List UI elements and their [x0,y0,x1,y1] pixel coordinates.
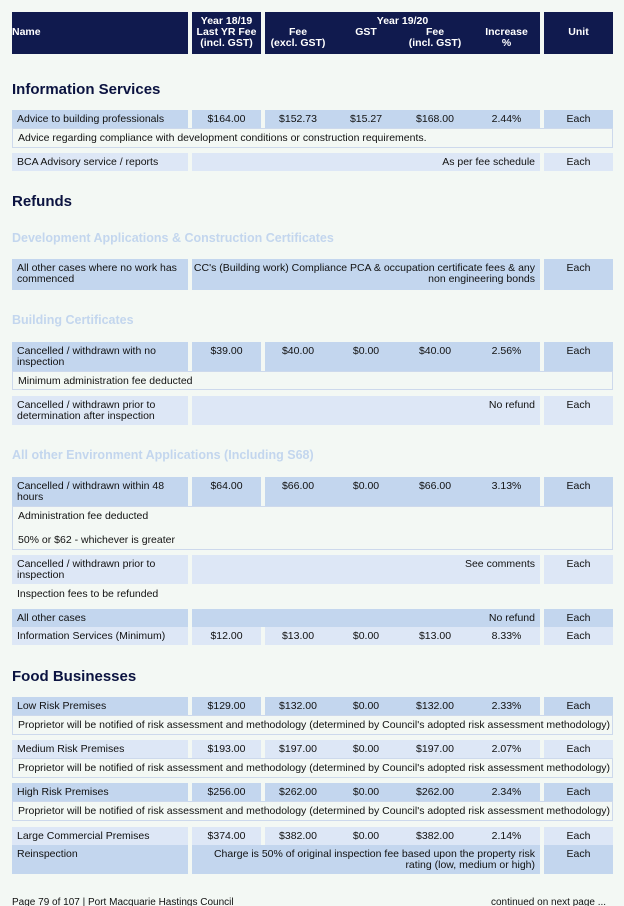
unit: Each [566,156,591,168]
unit-cell [544,697,613,715]
header-fee-excl-sub: (excl. GST) [270,37,326,49]
increase: 2.33% [491,700,522,712]
year-curr-cell [265,342,540,371]
unit: Each [566,113,591,125]
increase: 8.33% [491,630,522,642]
unit: Each [566,399,591,411]
increase: 2.56% [491,345,522,357]
row-name-2: inspection [17,356,65,368]
last-yr-cell [192,827,261,845]
span-text: CC's (Building work) Compliance PCA & occupation certificate fees & any [193,262,535,274]
row-name-cell [12,477,188,506]
row-name-cell [12,555,188,584]
span-text: No refund [488,612,535,624]
gst: $0.00 [352,345,380,357]
last-yr-cell [192,477,261,506]
increase: 2.44% [491,113,522,125]
row-name-2: inspection [17,569,65,581]
span-cell [192,153,540,171]
unit: Each [566,700,591,712]
header-last-yr-cell [192,12,261,54]
unit: Each [566,558,591,570]
fee-incl: $197.00 [416,743,454,755]
gst: $0.00 [352,480,380,492]
row-name-2: determination after inspection [17,410,155,422]
row-name: BCA Advisory service / reports [17,156,159,168]
unit: Each [566,262,591,274]
span-cell [192,609,540,627]
row-name-cell [12,740,188,758]
row-note [12,128,613,148]
note-text: Proprietor will be notified of risk assessment and methodology (determined by Council's adopted risk assessment methodology) [18,719,611,731]
year-curr-cell [265,110,540,128]
gst: $0.00 [352,743,380,755]
span-cell [192,396,540,425]
fee-excl: $382.00 [279,830,317,842]
header-year-curr: Year 19/20 [376,15,429,27]
header-name-cell [12,12,188,54]
last-yr-cell [192,740,261,758]
last-yr-fee: $193.00 [207,743,246,755]
last-yr-fee: $12.00 [210,630,243,642]
year-curr-cell [265,627,540,645]
unit: Each [566,480,591,492]
row-note-text: Inspection fees to be refunded [17,588,159,600]
section-title-information-services: Information Services [12,81,161,98]
row-name-2: commenced [17,273,75,285]
unit: Each [566,743,591,755]
fee-incl: $382.00 [416,830,454,842]
row-name-cell [12,153,188,171]
last-yr-cell [192,110,261,128]
unit-cell [544,609,613,627]
span-cell [192,555,540,584]
year-curr-cell [265,697,540,715]
fee-excl: $197.00 [279,743,317,755]
header-fee-incl-sub: (incl. GST) [408,37,462,49]
note-text: Advice regarding compliance with development conditions or construction requirements. [18,132,427,144]
fee-excl: $66.00 [281,480,315,492]
row-name-cell [12,827,188,845]
unit-cell [544,153,613,171]
last-yr-fee: $64.00 [210,480,243,492]
unit-cell [544,555,613,584]
year-curr-cell [265,783,540,801]
gst: $0.00 [352,630,380,642]
row-name-cell [12,845,188,874]
row-name: All other cases [17,612,86,624]
span-text-2: rating (low, medium or high) [405,859,535,871]
row-name: Cancelled / withdrawn within 48 [17,480,165,492]
row-name: Large Commercial Premises [17,830,150,842]
increase: 3.13% [491,480,522,492]
increase: 2.14% [491,830,522,842]
fee-incl: $13.00 [418,630,452,642]
row-name: Cancelled / withdrawn with no [17,345,156,357]
row-note [12,506,613,550]
last-yr-fee: $164.00 [207,113,246,125]
last-yr-cell [192,783,261,801]
last-yr-cell [192,342,261,371]
row-name-cell [12,342,188,371]
fee-incl: $262.00 [416,786,454,798]
fee-excl: $40.00 [281,345,315,357]
header-last-yr-fee: Last YR Fee [196,26,257,38]
fee-incl: $66.00 [418,480,452,492]
row-name: Reinspection [17,848,78,860]
header-year-curr-cell [265,12,540,54]
row-name-cell [12,783,188,801]
row-name: Information Services (Minimum) [17,630,166,642]
row-name-cell [12,609,188,627]
header-last-yr-incl: (incl. GST) [200,37,253,49]
span-cell [192,259,540,290]
row-name-cell [12,627,188,645]
row-name-2: hours [17,491,44,503]
row-name-cell [12,259,188,290]
gst: $0.00 [352,830,380,842]
increase: 2.34% [491,786,522,798]
unit: Each [566,612,591,624]
note-text: Proprietor will be notified of risk assessment and methodology (determined by Council's adopted risk assessment methodology) [18,762,611,774]
header-gst: GST [355,26,377,38]
subsection-title-building-certificates: Building Certificates [12,313,134,327]
last-yr-cell [192,627,261,645]
span-text: As per fee schedule [442,156,535,168]
row-name: Advice to building professionals [17,113,165,125]
header-fee-excl: Fee [288,26,308,38]
row-name: Cancelled / withdrawn prior to [17,558,156,570]
unit: Each [566,786,591,798]
year-curr-cell [265,477,540,506]
span-text: No refund [488,399,535,411]
row-name: High Risk Premises [17,786,109,798]
row-note [12,801,613,821]
unit-cell [544,740,613,758]
unit-cell [544,259,613,290]
row-name: Medium Risk Premises [17,743,125,755]
row-name: Cancelled / withdrawn prior to [17,399,156,411]
unit-cell [544,627,613,645]
header-unit-cell [544,12,613,54]
unit: Each [566,848,591,860]
increase: 2.07% [491,743,522,755]
year-curr-cell [265,740,540,758]
fee-excl: $13.00 [281,630,315,642]
unit: Each [566,630,591,642]
gst: $0.00 [352,700,380,712]
unit-cell [544,827,613,845]
header-name: Name [12,26,41,38]
header-year-prev: Year 18/19 [200,15,253,27]
section-title-food-businesses: Food Businesses [12,668,137,685]
fee-incl: $132.00 [416,700,454,712]
note-text: Proprietor will be notified of risk assessment and methodology (determined by Council's adopted risk assessment methodology) [18,805,611,817]
note-text: Minimum administration fee deducted [18,375,193,387]
row-note [12,758,613,778]
span-text: See comments [464,558,535,570]
gst: $15.27 [349,113,383,125]
row-name: Low Risk Premises [17,700,107,712]
subsection-title-environment: All other Environment Applications (Including S68) [12,448,314,462]
row-name-cell [12,110,188,128]
footer-page-info: Page 79 of 107 | Port Macquarie Hastings Council [12,897,234,906]
fee-excl: $152.73 [279,113,317,125]
unit-cell [544,342,613,371]
note-text: Administration fee deducted [18,510,149,522]
unit: Each [566,830,591,842]
year-curr-cell [265,827,540,845]
last-yr-fee: $374.00 [207,830,246,842]
fee-excl: $262.00 [279,786,317,798]
unit-cell [544,477,613,506]
header-increase-pct: % [501,37,512,49]
row-name-cell [12,396,188,425]
row-name: All other cases where no work has [17,262,177,274]
subsection-title-development: Development Applications & Construction Certificates [12,231,334,245]
header-increase: Increase [485,26,528,38]
fee-incl: $168.00 [416,113,454,125]
fee-incl: $40.00 [418,345,452,357]
last-yr-fee: $129.00 [207,700,246,712]
span-text: Charge is 50% of original inspection fee based upon the property risk [213,848,535,860]
last-yr-fee: $256.00 [207,786,246,798]
row-note [12,371,613,390]
unit: Each [566,345,591,357]
unit-cell [544,783,613,801]
span-text-2: non engineering bonds [428,273,535,285]
span-cell [192,845,540,874]
note-text-2: 50% or $62 - whichever is greater [18,534,175,546]
unit-cell [544,110,613,128]
row-note [12,715,613,735]
footer-continued: continued on next page ... [491,897,607,906]
gst: $0.00 [352,786,380,798]
fee-excl: $132.00 [279,700,317,712]
row-name-cell [12,697,188,715]
unit-cell [544,845,613,874]
last-yr-fee: $39.00 [210,345,243,357]
last-yr-cell [192,697,261,715]
unit-cell [544,396,613,425]
header-unit: Unit [568,26,589,38]
header-fee-incl: Fee [425,26,445,38]
section-title-refunds: Refunds [12,193,72,210]
